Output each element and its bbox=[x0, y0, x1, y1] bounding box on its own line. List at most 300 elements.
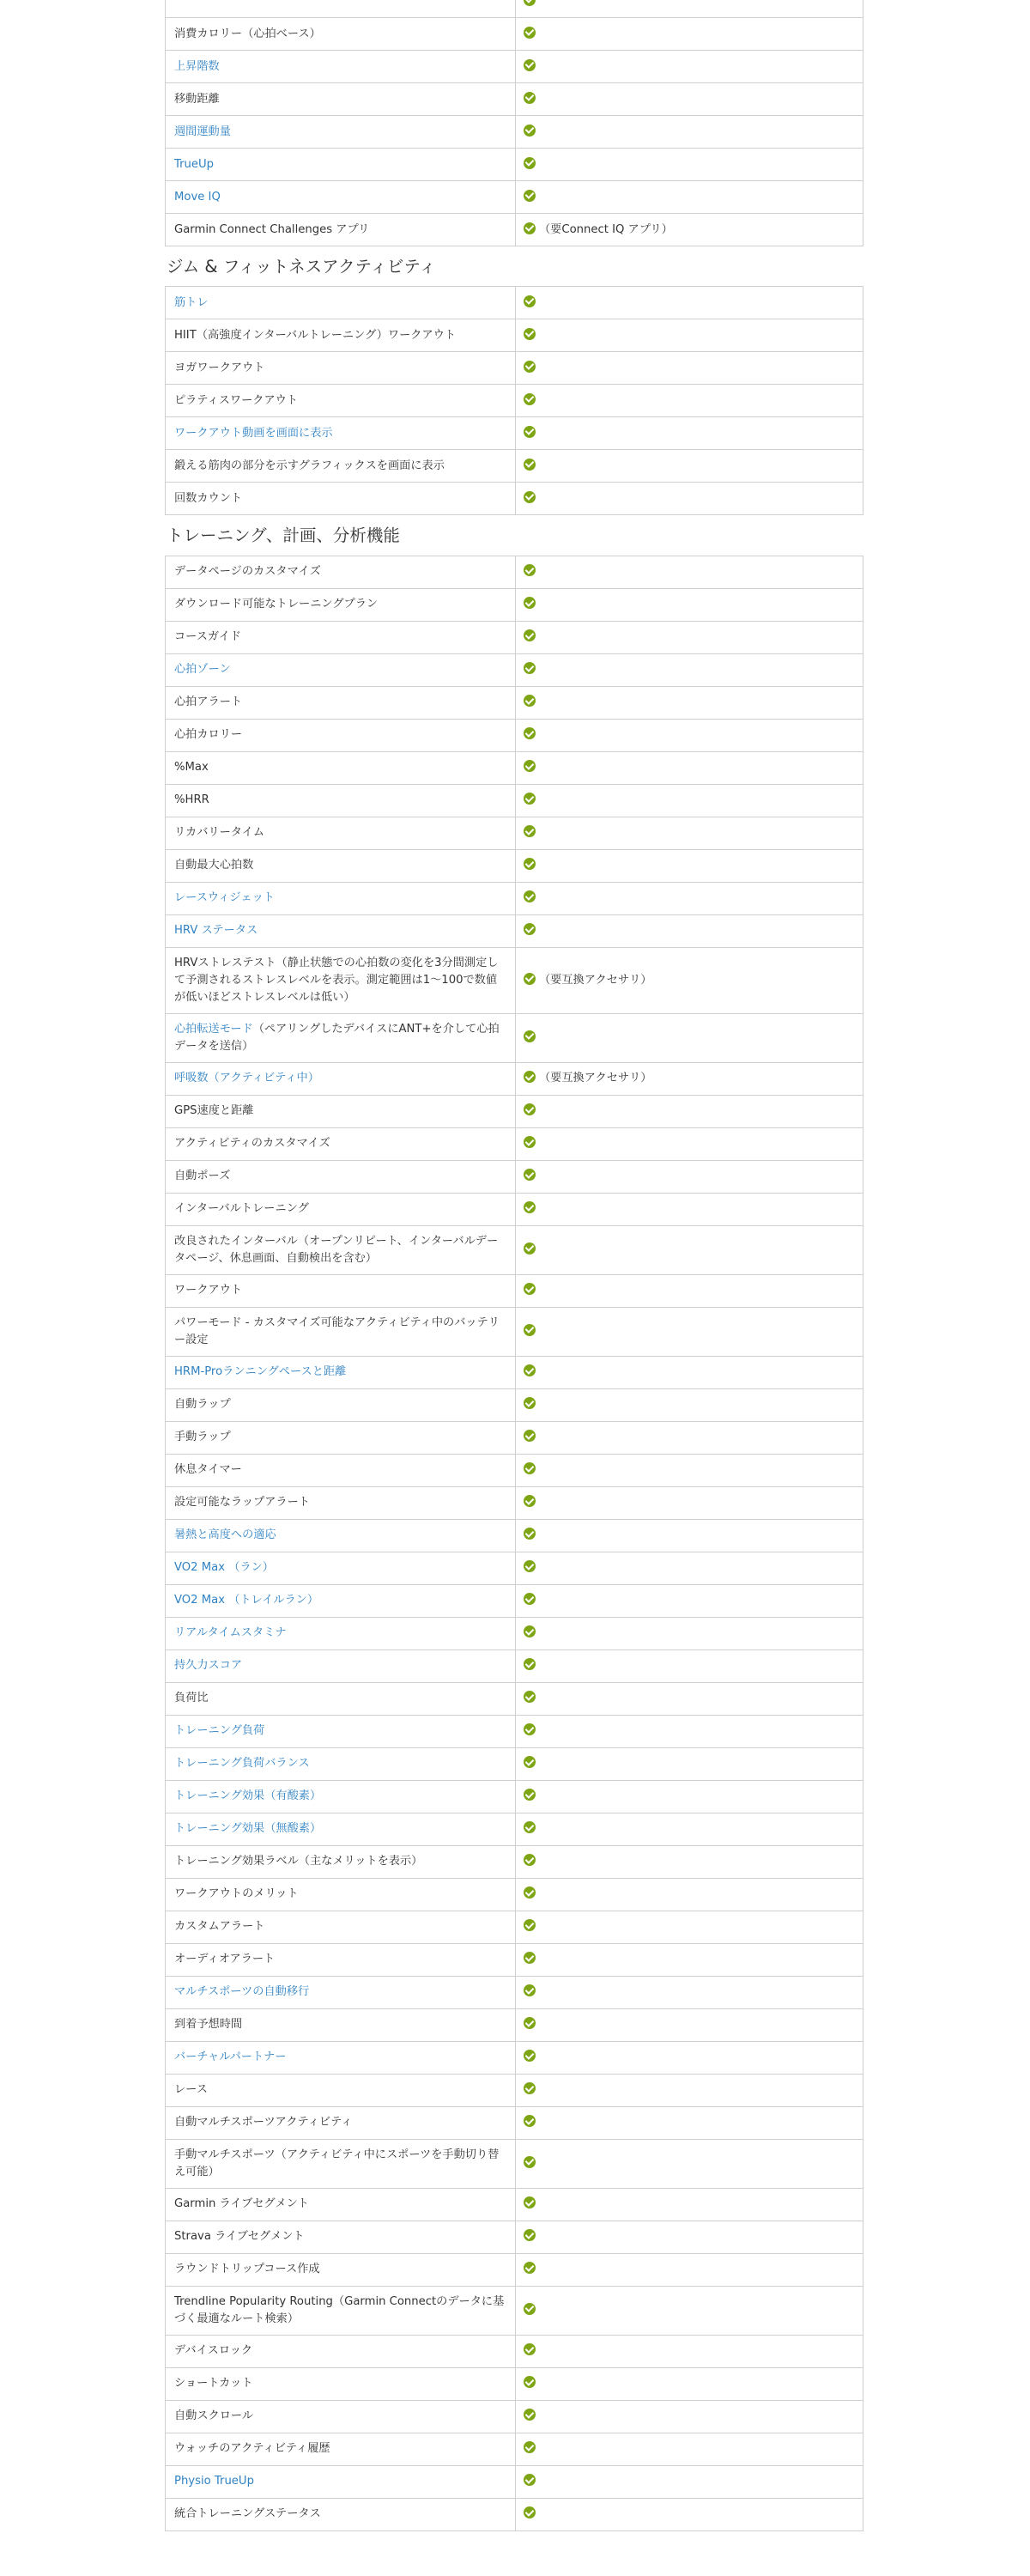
table-row bbox=[166, 2008, 863, 2041]
table-row bbox=[166, 588, 863, 621]
feature-support-cell bbox=[516, 2008, 863, 2041]
feature-support-cell bbox=[516, 1486, 863, 1519]
feature-support-cell bbox=[516, 1127, 863, 1160]
feature-label: 心拍アラート bbox=[174, 696, 243, 709]
table-row bbox=[166, 214, 863, 246]
feature-name-cell bbox=[166, 2106, 516, 2139]
check-circle-icon bbox=[524, 393, 536, 405]
feature-label: ウォッチのアクティビティ履歴 bbox=[174, 2442, 330, 2456]
feature-label: Trendline Popularity Routing（Garmin Connectのデータに基づく最適なルート検索） bbox=[174, 2294, 505, 2325]
feature-label: 負荷比 bbox=[174, 1692, 209, 1705]
feature-support-cell bbox=[516, 1552, 863, 1584]
check-circle-icon bbox=[524, 361, 536, 373]
table-row bbox=[166, 2106, 863, 2139]
feature-link[interactable]: HRV ステータス bbox=[174, 924, 258, 938]
feature-name-cell bbox=[166, 1274, 516, 1307]
table-row bbox=[166, 2221, 863, 2253]
check-circle-icon bbox=[524, 2156, 536, 2168]
feature-name-cell bbox=[166, 18, 516, 51]
table-row bbox=[166, 1095, 863, 1127]
feature-name-cell bbox=[166, 1013, 516, 1062]
table-row bbox=[166, 1552, 863, 1584]
check-circle-icon bbox=[524, 1756, 536, 1768]
table-row bbox=[166, 849, 863, 882]
feature-support-cell bbox=[516, 914, 863, 947]
feature-name-cell bbox=[166, 1976, 516, 2008]
table-row bbox=[166, 2367, 863, 2400]
table-row bbox=[166, 2188, 863, 2221]
table-row bbox=[166, 1780, 863, 1813]
feature-label: 自動スクロール bbox=[174, 2409, 254, 2423]
spec-table bbox=[165, 556, 863, 2531]
spec-section bbox=[165, 246, 863, 515]
table-row bbox=[166, 1356, 863, 1388]
feature-support-cell bbox=[516, 947, 863, 1013]
feature-label: ワークアウト bbox=[174, 1284, 243, 1297]
table-row bbox=[166, 385, 863, 417]
feature-label: 改良されたインターバル（オープンリピート、インターバルデータページ、休息画面、自動検出を含む） bbox=[174, 1234, 499, 1265]
table-row bbox=[166, 556, 863, 588]
feature-support-cell bbox=[516, 882, 863, 914]
feature-label: Strava ライブセグメント bbox=[174, 2230, 305, 2244]
feature-link[interactable]: 心拍転送モード bbox=[174, 1022, 253, 1036]
feature-support-cell bbox=[516, 1911, 863, 1943]
feature-name-cell bbox=[166, 1421, 516, 1454]
feature-label: HRVストレステスト（静止状態での心拍数の変化を3分間測定して予測されるストレスレベルを表示。測定範囲は1〜100で数値が低いほどストレスレベルは低い） bbox=[174, 956, 499, 1004]
check-circle-icon bbox=[524, 923, 536, 935]
feature-support-cell bbox=[516, 51, 863, 83]
feature-name-cell bbox=[166, 1813, 516, 1845]
feature-link[interactable]: 筋トレ bbox=[174, 295, 209, 309]
table-row bbox=[166, 1454, 863, 1486]
feature-link[interactable]: Physio TrueUp bbox=[174, 2475, 254, 2488]
feature-label: ショートカット bbox=[174, 2377, 253, 2391]
feature-support-cell bbox=[516, 18, 863, 51]
feature-link[interactable]: トレーニング負荷バランス bbox=[174, 1757, 310, 1771]
feature-support-cell bbox=[516, 2465, 863, 2498]
feature-name-cell bbox=[166, 1878, 516, 1911]
feature-label: %Max bbox=[174, 761, 209, 775]
feature-support-cell bbox=[516, 1454, 863, 1486]
check-circle-icon bbox=[524, 2376, 536, 2388]
feature-name-cell bbox=[166, 51, 516, 83]
feature-label: ピラティスワークアウト bbox=[174, 393, 299, 407]
check-circle-icon bbox=[524, 1821, 536, 1833]
feature-support-cell bbox=[516, 1225, 863, 1274]
check-circle-icon bbox=[524, 295, 536, 307]
feature-support-cell bbox=[516, 2221, 863, 2253]
feature-support-cell bbox=[516, 1356, 863, 1388]
check-circle-icon bbox=[524, 459, 536, 471]
feature-link[interactable]: 週間運動量 bbox=[174, 125, 231, 138]
check-circle-icon bbox=[524, 890, 536, 902]
check-circle-icon bbox=[524, 1397, 536, 1409]
table-row bbox=[166, 1160, 863, 1193]
feature-label: トレーニング効果ラベル（主なメリットを表示） bbox=[174, 1855, 423, 1868]
table-row bbox=[166, 719, 863, 751]
feature-link[interactable]: VO2 Max （トレイルラン） bbox=[174, 1594, 319, 1607]
table-row bbox=[166, 1747, 863, 1780]
table-row bbox=[166, 1682, 863, 1715]
check-circle-icon bbox=[524, 695, 536, 707]
check-circle-icon bbox=[524, 92, 536, 104]
feature-label: 到着予想時間 bbox=[174, 2018, 243, 2032]
feature-name-cell bbox=[166, 2008, 516, 2041]
table-row bbox=[166, 1307, 863, 1356]
feature-link[interactable]: TrueUp bbox=[174, 157, 215, 171]
feature-support-cell bbox=[516, 1307, 863, 1356]
check-circle-icon bbox=[524, 1691, 536, 1703]
table-row bbox=[166, 686, 863, 719]
feature-name-cell bbox=[166, 882, 516, 914]
feature-support-cell bbox=[516, 2335, 863, 2367]
spec-section bbox=[165, 515, 863, 2530]
feature-name-cell bbox=[166, 149, 516, 181]
feature-link[interactable]: 心拍ゾーン bbox=[174, 663, 231, 677]
feature-support-cell bbox=[516, 2400, 863, 2433]
feature-name-cell bbox=[166, 1095, 516, 1127]
feature-name-cell bbox=[166, 385, 516, 417]
feature-label: アクティビティのカスタマイズ bbox=[174, 1137, 330, 1151]
feature-name-cell bbox=[166, 1127, 516, 1160]
check-circle-icon bbox=[524, 1952, 536, 1964]
check-circle-icon bbox=[524, 825, 536, 837]
feature-link[interactable]: マルチスポーツの自動移行 bbox=[174, 1985, 310, 1999]
feature-label: カスタムアラート bbox=[174, 1920, 265, 1934]
check-circle-icon bbox=[524, 2303, 536, 2315]
feature-name-cell bbox=[166, 1356, 516, 1388]
feature-link[interactable]: ワークアウト動画を画面に表示 bbox=[174, 426, 333, 440]
feature-name-cell bbox=[166, 1062, 516, 1095]
table-row bbox=[166, 1617, 863, 1649]
check-circle-icon bbox=[524, 157, 536, 169]
feature-label: 自動最大心拍数 bbox=[174, 859, 254, 872]
table-row bbox=[166, 1421, 863, 1454]
feature-support-cell bbox=[516, 784, 863, 817]
table-row bbox=[166, 914, 863, 947]
feature-name-cell bbox=[166, 1388, 516, 1421]
check-circle-icon bbox=[524, 1919, 536, 1931]
table-row bbox=[166, 1911, 863, 1943]
feature-name-cell bbox=[166, 556, 516, 588]
feature-name-cell bbox=[166, 1617, 516, 1649]
feature-name-cell bbox=[166, 287, 516, 319]
check-circle-icon bbox=[524, 1430, 536, 1442]
check-circle-icon bbox=[524, 858, 536, 870]
feature-support-cell bbox=[516, 319, 863, 352]
check-circle-icon bbox=[524, 1169, 536, 1181]
feature-name-cell bbox=[166, 116, 516, 149]
feature-support-cell bbox=[516, 83, 863, 116]
feature-support-cell bbox=[516, 588, 863, 621]
feature-support-cell bbox=[516, 181, 863, 214]
check-circle-icon bbox=[524, 1560, 536, 1572]
feature-support-cell bbox=[516, 2498, 863, 2530]
feature-name-cell bbox=[166, 2498, 516, 2530]
feature-support-cell bbox=[516, 2253, 863, 2286]
feature-name-cell bbox=[166, 2335, 516, 2367]
feature-label: %HRR bbox=[174, 793, 209, 807]
feature-name-cell bbox=[166, 1780, 516, 1813]
table-row bbox=[166, 882, 863, 914]
feature-name-cell bbox=[166, 817, 516, 849]
feature-support-cell bbox=[516, 1160, 863, 1193]
check-circle-icon bbox=[524, 0, 536, 6]
feature-support-cell bbox=[516, 1976, 863, 2008]
feature-support-cell bbox=[516, 352, 863, 385]
feature-label: 回数カウント bbox=[174, 491, 243, 505]
table-row bbox=[166, 1943, 863, 1976]
feature-note: （要互換アクセサリ） bbox=[539, 1072, 652, 1085]
check-circle-icon bbox=[524, 2196, 536, 2208]
table-row bbox=[166, 2286, 863, 2335]
check-circle-icon bbox=[524, 1364, 536, 1376]
table-row bbox=[166, 1649, 863, 1682]
check-circle-icon bbox=[524, 59, 536, 71]
table-row bbox=[166, 417, 863, 450]
feature-name-cell bbox=[166, 2041, 516, 2074]
check-circle-icon bbox=[524, 629, 536, 641]
check-circle-icon bbox=[524, 1103, 536, 1115]
feature-name-cell bbox=[166, 2400, 516, 2433]
table-row bbox=[166, 83, 863, 116]
table-row bbox=[166, 1225, 863, 1274]
table-row bbox=[166, 784, 863, 817]
feature-name-cell bbox=[166, 686, 516, 719]
check-circle-icon bbox=[524, 793, 536, 805]
feature-name-cell bbox=[166, 1845, 516, 1878]
feature-support-cell bbox=[516, 149, 863, 181]
feature-support-cell bbox=[516, 2188, 863, 2221]
feature-label: ラウンドトリップコース作成 bbox=[174, 2263, 320, 2276]
feature-label: 心拍カロリー bbox=[174, 728, 243, 742]
feature-link[interactable]: Move IQ bbox=[174, 190, 221, 204]
feature-support-cell bbox=[516, 0, 863, 18]
feature-name-cell bbox=[166, 483, 516, 515]
feature-link[interactable]: 持久力スコア bbox=[174, 1659, 243, 1673]
feature-name-cell bbox=[166, 319, 516, 352]
table-row bbox=[166, 947, 863, 1013]
table-row bbox=[166, 1584, 863, 1617]
table-row bbox=[166, 1193, 863, 1225]
feature-name-cell bbox=[166, 2188, 516, 2221]
feature-label: 自動マルチスポーツアクティビティ bbox=[174, 2116, 353, 2129]
feature-link[interactable]: トレーニング効果（無酸素） bbox=[174, 1822, 322, 1836]
check-circle-icon bbox=[524, 2082, 536, 2094]
check-circle-icon bbox=[524, 222, 536, 234]
feature-support-cell bbox=[516, 1682, 863, 1715]
feature-support-cell bbox=[516, 719, 863, 751]
feature-support-cell bbox=[516, 1878, 863, 1911]
table-row bbox=[166, 1715, 863, 1747]
feature-link[interactable]: トレーニング負荷 bbox=[174, 1724, 265, 1738]
check-circle-icon bbox=[524, 1625, 536, 1637]
feature-name-cell bbox=[166, 1747, 516, 1780]
feature-support-cell bbox=[516, 1584, 863, 1617]
feature-label: デバイスロック bbox=[174, 2344, 253, 2358]
feature-label: 休息タイマー bbox=[174, 1463, 242, 1477]
feature-support-cell bbox=[516, 2074, 863, 2106]
table-row bbox=[166, 2074, 863, 2106]
feature-support-cell bbox=[516, 2139, 863, 2188]
feature-name-cell bbox=[166, 1225, 516, 1274]
check-circle-icon bbox=[524, 1071, 536, 1083]
check-circle-icon bbox=[524, 2441, 536, 2453]
check-circle-icon bbox=[524, 1136, 536, 1148]
feature-support-cell bbox=[516, 1421, 863, 1454]
feature-support-cell bbox=[516, 686, 863, 719]
feature-name-cell bbox=[166, 1160, 516, 1193]
check-circle-icon bbox=[524, 1462, 536, 1474]
table-row bbox=[166, 1013, 863, 1062]
table-row bbox=[166, 817, 863, 849]
table-row bbox=[166, 18, 863, 51]
check-circle-icon bbox=[524, 491, 536, 503]
check-circle-icon bbox=[524, 973, 536, 985]
feature-label: GPS速度と距離 bbox=[174, 1104, 254, 1118]
feature-support-cell bbox=[516, 1062, 863, 1095]
check-circle-icon bbox=[524, 564, 536, 576]
feature-link[interactable]: バーチャルパートナー bbox=[174, 2050, 287, 2064]
check-circle-icon bbox=[524, 1201, 536, 1213]
feature-name-cell bbox=[166, 0, 516, 18]
feature-name-cell bbox=[166, 352, 516, 385]
feature-support-cell bbox=[516, 483, 863, 515]
table-row bbox=[166, 319, 863, 352]
feature-note: （要Connect IQ アプリ） bbox=[539, 222, 673, 236]
table-row bbox=[166, 1127, 863, 1160]
feature-label: データページのカスタマイズ bbox=[174, 565, 321, 579]
feature-label: Garmin Connect Challenges アプリ bbox=[174, 222, 370, 236]
feature-support-cell bbox=[516, 817, 863, 849]
feature-support-cell bbox=[516, 1780, 863, 1813]
table-row bbox=[166, 1845, 863, 1878]
table-row bbox=[166, 0, 863, 18]
feature-support-cell bbox=[516, 1388, 863, 1421]
table-row bbox=[166, 2335, 863, 2367]
check-circle-icon bbox=[524, 1886, 536, 1899]
feature-name-cell bbox=[166, 1552, 516, 1584]
section-title: ジム & フィットネスアクティビティ bbox=[167, 257, 436, 276]
check-circle-icon bbox=[524, 760, 536, 772]
feature-label: ヨガワークアウト bbox=[174, 361, 265, 374]
feature-name-cell bbox=[166, 1682, 516, 1715]
feature-label: 設定可能なラップアラート bbox=[174, 1496, 310, 1510]
feature-name-cell bbox=[166, 653, 516, 686]
feature-label: 手動マルチスポーツ（アクティビティ中にスポーツを手動切り替え可能） bbox=[174, 2148, 500, 2178]
check-circle-icon bbox=[524, 2262, 536, 2274]
feature-name-cell bbox=[166, 181, 516, 214]
check-circle-icon bbox=[524, 1984, 536, 1996]
feature-name-cell bbox=[166, 214, 516, 246]
check-circle-icon bbox=[524, 328, 536, 340]
table-row bbox=[166, 751, 863, 784]
feature-name-cell bbox=[166, 914, 516, 947]
feature-name-cell bbox=[166, 2367, 516, 2400]
feature-name-cell bbox=[166, 2139, 516, 2188]
feature-name-cell bbox=[166, 450, 516, 483]
table-row bbox=[166, 1813, 863, 1845]
feature-support-cell bbox=[516, 2433, 863, 2465]
feature-label: オーディオアラート bbox=[174, 1953, 276, 1966]
check-circle-icon bbox=[524, 1658, 536, 1670]
feature-label-suffix: （ペアリングしたデバイスにANT+を介して心拍データを送信） bbox=[174, 1022, 500, 1053]
feature-link[interactable]: VO2 Max （ラン） bbox=[174, 1561, 274, 1575]
feature-link[interactable]: 暑熱と高度への適応 bbox=[174, 1528, 276, 1542]
table-row bbox=[166, 149, 863, 181]
feature-name-cell bbox=[166, 2433, 516, 2465]
feature-link[interactable]: リアルタイムスタミナ bbox=[174, 1626, 287, 1640]
feature-label: 自動ラップ bbox=[174, 1398, 231, 1412]
feature-label: 統合トレーニングステータス bbox=[174, 2507, 321, 2521]
table-row bbox=[166, 2253, 863, 2286]
check-circle-icon bbox=[524, 1723, 536, 1735]
feature-name-cell bbox=[166, 1911, 516, 1943]
table-row bbox=[166, 51, 863, 83]
table-row bbox=[166, 181, 863, 214]
table-row bbox=[166, 116, 863, 149]
feature-link[interactable]: HRM-Proランニングペースと距離 bbox=[174, 1365, 347, 1379]
feature-link[interactable]: 呼吸数（アクティビティ中） bbox=[174, 1072, 319, 1085]
feature-support-cell bbox=[516, 1519, 863, 1552]
table-row bbox=[166, 1976, 863, 2008]
feature-label: パワーモード - カスタマイズ可能なアクティビティ中のバッテリー設定 bbox=[174, 1315, 500, 1346]
feature-support-cell bbox=[516, 1715, 863, 1747]
table-row bbox=[166, 2139, 863, 2188]
feature-support-cell bbox=[516, 287, 863, 319]
feature-name-cell bbox=[166, 849, 516, 882]
feature-name-cell bbox=[166, 2221, 516, 2253]
check-circle-icon bbox=[524, 1242, 536, 1255]
feature-name-cell bbox=[166, 1715, 516, 1747]
table-row bbox=[166, 2400, 863, 2433]
feature-label: 自動ポーズ bbox=[174, 1170, 231, 1183]
feature-support-cell bbox=[516, 653, 863, 686]
feature-label: 消費カロリー（心拍ベース） bbox=[174, 27, 321, 40]
feature-name-cell bbox=[166, 1193, 516, 1225]
table-row bbox=[166, 1274, 863, 1307]
table-row bbox=[166, 1878, 863, 1911]
feature-link[interactable]: 上昇階数 bbox=[174, 59, 220, 73]
table-row bbox=[166, 1388, 863, 1421]
feature-name-cell bbox=[166, 1943, 516, 1976]
feature-name-cell bbox=[166, 2465, 516, 2498]
feature-link[interactable]: レースウィジェット bbox=[174, 891, 275, 905]
check-circle-icon bbox=[524, 1283, 536, 1295]
feature-name-cell bbox=[166, 1649, 516, 1682]
check-circle-icon bbox=[524, 1854, 536, 1866]
feature-support-cell bbox=[516, 556, 863, 588]
feature-link[interactable]: トレーニング効果（有酸素） bbox=[174, 1789, 322, 1803]
feature-support-cell bbox=[516, 214, 863, 246]
feature-name-cell bbox=[166, 751, 516, 784]
check-circle-icon bbox=[524, 27, 536, 39]
feature-support-cell bbox=[516, 751, 863, 784]
feature-name-cell bbox=[166, 719, 516, 751]
spec-table bbox=[165, 0, 863, 246]
table-row bbox=[166, 352, 863, 385]
feature-support-cell bbox=[516, 2286, 863, 2335]
table-row bbox=[166, 1519, 863, 1552]
table-row bbox=[166, 621, 863, 653]
check-circle-icon bbox=[524, 190, 536, 202]
spec-section bbox=[165, 0, 863, 246]
feature-support-cell bbox=[516, 2106, 863, 2139]
check-circle-icon bbox=[524, 727, 536, 739]
table-row bbox=[166, 2465, 863, 2498]
check-circle-icon bbox=[524, 1324, 536, 1336]
check-circle-icon bbox=[524, 2115, 536, 2127]
